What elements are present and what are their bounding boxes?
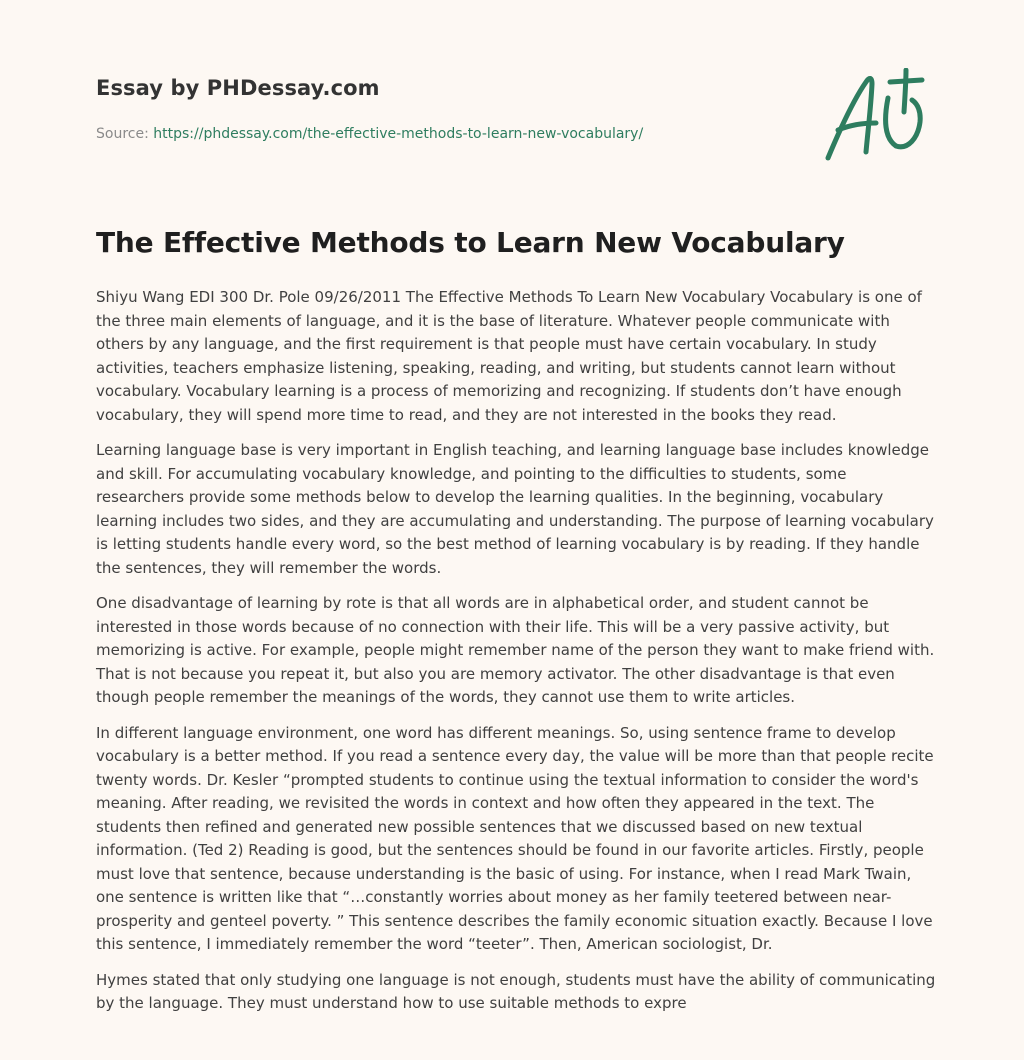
- essay-body: [96, 286, 936, 1028]
- essay-paragraph: Hymes stated that only studying one language is not enough, students must have the ability of communicating by the language. They must understand how to use suitable methods to expre: [96, 970, 936, 1012]
- essay-paragraph: One disadvantage of learning by rote is that all words are in alphabetical order, and student cannot be interested in those words because of no connection with their life. This will be a very passive activity, but memorizing is active. For example, people might remember name of the person they want to make friend with. That is not because you repeat it, but also you are memory activator. The other disadvantage is that even though people remember the meanings of the words, they cannot use them to write articles.: [96, 594, 935, 706]
- essay-paragraph: In different language environment, one word has different meanings. So, using sentence frame to develop vocabulary is a better method. If you read a sentence every day, the value will be more than that people recite twenty words. Dr. Kesler “prompted students to continue using the textual information to consider the word's meaning. After reading, we revisited the words in context and how often they appeared in the text. The students then refined and generated new possible sentences that we discussed based on new textual information. (Ted 2) Reading is good, but the sentences should be found in our favorite articles. Firstly, people must love that sentence, because understanding is the basic of using. For instance, when I read Mark Twain, one sentence is written like that “…constantly worries about money as her family teetered between near-prosperity and genteel poverty. ” This sentence describes the family economic situation exactly. Because I love this sentence, I immediately remember the word “teeter”. Then, American sociologist, Dr.: [96, 723, 934, 953]
- source-label: Source:: [96, 126, 154, 142]
- essay-title: The Effective Methods to Learn New Vocabulary: [96, 226, 845, 259]
- essay-paragraph: Shiyu Wang EDI 300 Dr. Pole 09/26/2011 The Effective Methods To Learn New Vocabulary Vocabulary is one of the three main elements of language, and it is the base of literature. Whatever people communicate with others by any language, and the first requirement is that people must have certain vocabulary. In study activities, teachers emphasize listening, speaking, reading, and writing, but students cannot learn without vocabulary. Vocabulary learning is a process of memorizing and recognizing. If students don’t have enough vocabulary, they will spend more time to read, and they are not interested in the books they read.: [96, 288, 922, 424]
- source-link[interactable]: https://phdessay.com/the-effective-methods-to-learn-new-vocabulary/: [153, 126, 644, 142]
- a-plus-grade-icon: [824, 68, 928, 164]
- site-brand: Essay by PHDessay.com: [96, 76, 380, 100]
- source-line: [96, 126, 643, 142]
- essay-header: [96, 76, 928, 142]
- essay-paragraph: Learning language base is very important in English teaching, and learning language base includes knowledge and skill. For accumulating vocabulary knowledge, and pointing to the difficulties to students, some researchers provide some methods below to develop the learning qualities. In the beginning, vocabulary learning includes two sides, and they are accumulating and understanding. The purpose of learning vocabulary is letting students handle every word, so the best method of learning vocabulary is by reading. If they handle the sentences, they will remember the words.: [96, 441, 934, 577]
